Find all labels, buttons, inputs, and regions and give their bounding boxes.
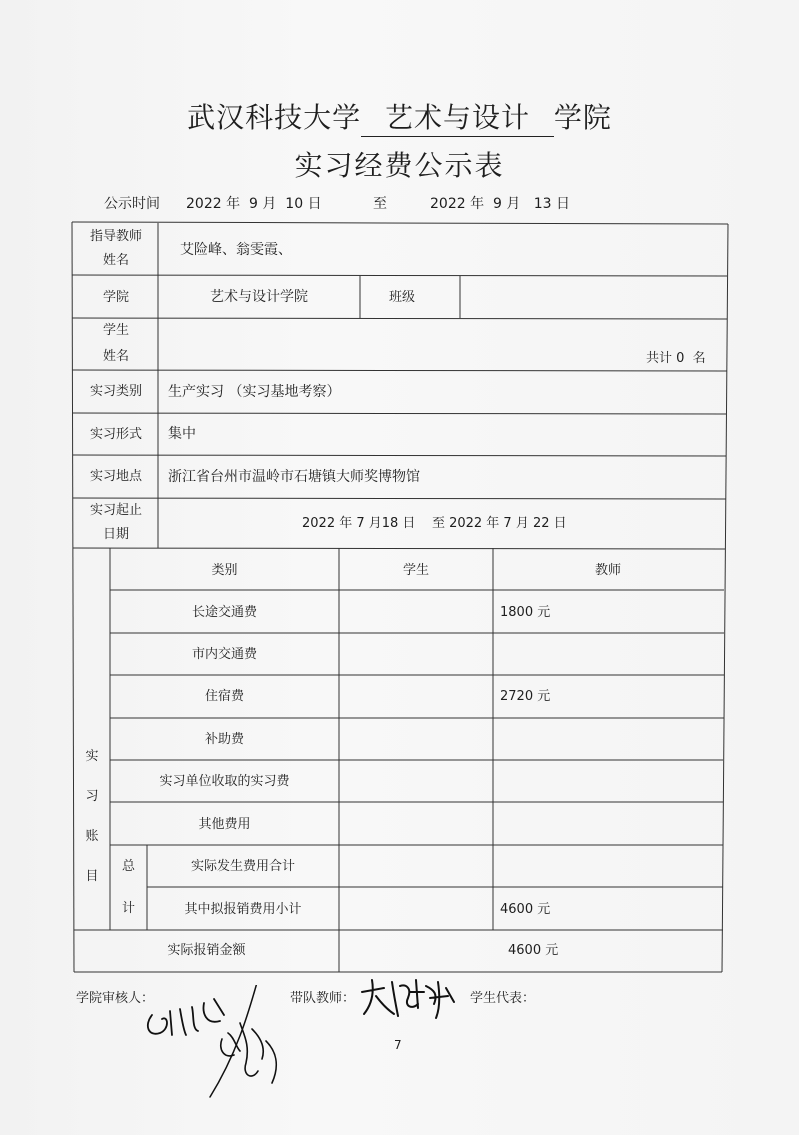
lead-teacher-label: 带队教师： [290, 991, 356, 1006]
table-row-category: 市内交通费 [191, 647, 257, 662]
table-row-teacher: 2720 元 [500, 689, 551, 704]
table-row-teacher: 1800 元 [500, 605, 551, 620]
table-row-category: 其中拟报销费用小计 [184, 902, 302, 917]
place-label: 实习地点 [89, 469, 142, 484]
table-row-category: 实习单位收取的实习费 [159, 774, 290, 789]
college-suffix: 学院 [553, 101, 612, 134]
publish-time-label: 公示时间 [104, 196, 160, 212]
period-label: 实习起止 日期 [89, 503, 142, 542]
total-side-label: 总 计 [121, 859, 135, 916]
col-header-student: 学生 [402, 563, 429, 578]
table-row-category: 住宿费 [204, 689, 244, 704]
ledger-side-label: 实 习 账 目 [85, 749, 99, 884]
table-row-category: 实际发生费用合计 [190, 859, 295, 874]
publish-to-label: 至 [373, 196, 387, 212]
college-label: 学院 [102, 290, 129, 305]
college-fill: 艺术与设计 [361, 96, 554, 137]
col-header-category: 类别 [211, 563, 238, 578]
student-label: 学生 姓名 [102, 323, 129, 364]
teacher-names: 艾险峰、翁雯霞、 [180, 242, 292, 258]
type-label: 实习类别 [89, 384, 142, 399]
table-row-category: 长途交通费 [191, 605, 257, 620]
period-value: 2022 年 7 月18 日 至 2022 年 7 月 22 日 [302, 516, 567, 531]
college-value: 艺术与设计学院 [210, 289, 308, 305]
college-reviewer-label: 学院审核人： [76, 991, 155, 1006]
university-name: 武汉科技大学 [187, 101, 362, 134]
reimburse-label: 实际报销金额 [167, 943, 246, 958]
form-label: 实习形式 [89, 427, 142, 442]
publish-start-date: 2022 年 9 月 10 日 [186, 196, 322, 212]
page-number: 7 [394, 1038, 402, 1052]
reimburse-value: 4600 元 [508, 943, 559, 958]
student-rep-label: 学生代表： [470, 991, 536, 1006]
lead-teacher-signature [354, 972, 464, 1024]
place-value: 浙江省台州市温岭市石塘镇大师奖博物馆 [168, 469, 420, 485]
type-value: 生产实习 （实习基地考察） [168, 384, 341, 400]
teacher-label: 指导教师 姓名 [89, 229, 142, 268]
student-count: 共计 0 名 [646, 351, 706, 366]
table-row-category: 其他费用 [198, 817, 251, 832]
col-header-teacher: 教师 [594, 563, 621, 578]
document-title: 实习经费公示表 [294, 149, 505, 182]
table-row-teacher: 4600 元 [500, 902, 551, 917]
class-label: 班级 [388, 290, 415, 305]
form-value: 集中 [168, 426, 196, 442]
table-row-category: 补助费 [204, 732, 244, 747]
reviewer-signature [140, 985, 300, 1115]
publish-end-date: 2022 年 9 月 13 日 [430, 196, 571, 212]
